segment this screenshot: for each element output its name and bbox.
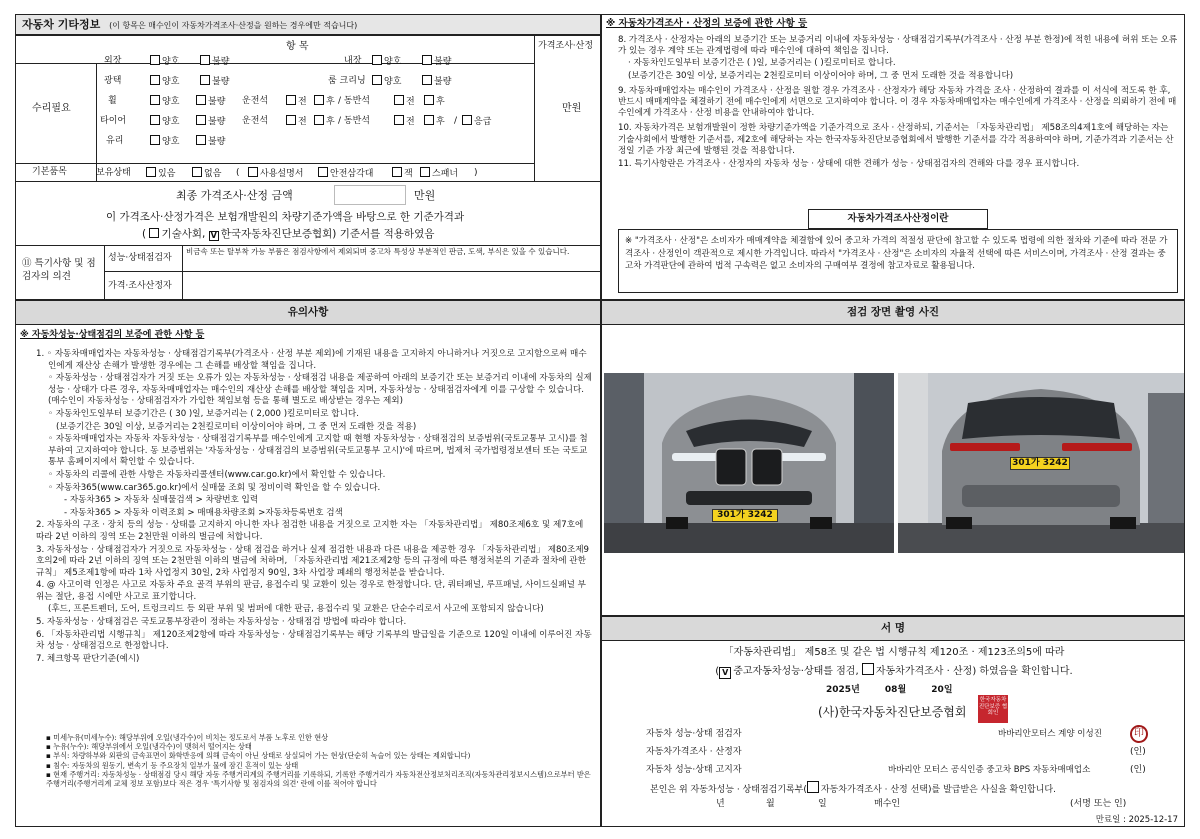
paren-close: ) bbox=[474, 168, 478, 178]
guarantee-item-11: 11. 특기사항란은 가격조사 · 산정자의 자동차 성능 · 상태에 대한 견해가 성능 · 상태점검자의 견해와 다를 경우 표시합니다. bbox=[618, 159, 1080, 170]
sig-month: 08 bbox=[884, 685, 898, 695]
photos-header bbox=[602, 301, 1184, 325]
org-seal bbox=[978, 695, 1008, 723]
checked-checkbox-icon[interactable]: V bbox=[719, 667, 731, 679]
special-notes-label: ⑪ 특기사항 및 점검자의 의견 bbox=[22, 258, 96, 282]
basis-line-1: 이 가격조사·산정가격은 보험개발원의 차량기준가액을 바탕으로 한 기준가격과 bbox=[106, 211, 465, 223]
criteria-3: ▪ 부식: 차량하부와 외판의 금속표면이 화학반응에 의해 금속이 아닌 상태로 상실되어 가는 현상(단순히 녹슬어 있는 상태는 제외합니다) bbox=[46, 751, 471, 761]
final-price-input[interactable] bbox=[334, 185, 406, 205]
interior-good[interactable]: 양호 bbox=[372, 55, 401, 68]
wheel-passenger-rear[interactable]: 후 bbox=[424, 95, 445, 108]
checkbox-icon bbox=[424, 95, 434, 105]
definition-box bbox=[618, 229, 1178, 293]
exterior-label: 외장 bbox=[104, 56, 122, 66]
tire-passenger-label: / 동반석 bbox=[338, 116, 370, 126]
note-3: 3. 자동차성능 · 상태점검자가 거짓으로 자동차성능 · 상태 점검을 하거나 실제 점검한 내용과 다른 내용을 제공한 경우 「자동차관리법」 제80조제9호의2에 따라 2년 이하의 징역 또는 2천만원 이하의 벌금에 처하며, 「자동차관리법 제21조제2항 등의 규정에 따른 행정처분의 기준과 절차에 관한 규칙」 제5조제1항에 따라 1차 사업정지 30일, 2차 사업정지 90일, 3차 사업장 폐쇄의 행정처분을 받습니다. bbox=[36, 544, 590, 578]
checkbox-icon[interactable] bbox=[149, 228, 159, 238]
checkbox-icon bbox=[150, 55, 160, 65]
sig-confirm: 본인은 위 자동차성능 · 상태점검기록부( 자동차가격조사 · 산정 선택)를 발급받은 사실을 확인합니다. bbox=[650, 781, 1056, 796]
sig-line-2: ( V 중고자동차성능·상태를 점검, 자동차가격조사 · 산정) 하였음을 확인합니다. bbox=[602, 663, 1185, 679]
possession-triangle[interactable]: 안전삼각대 bbox=[318, 167, 373, 180]
criteria-1: ▪ 미세누유(미세누수): 해당부위에 오일(냉각수)이 비치는 정도로서 부품 노후로 인한 현상 bbox=[46, 733, 329, 742]
final-price-label: 최종 가격조사·산정 금액 bbox=[176, 189, 293, 202]
final-price-unit: 만원 bbox=[414, 189, 436, 202]
room-bad[interactable]: 불량 bbox=[422, 75, 451, 88]
checkbox-icon bbox=[462, 115, 472, 125]
wheel-passenger-label: / 동반석 bbox=[338, 96, 370, 106]
checked-checkbox-icon[interactable]: V bbox=[210, 231, 217, 240]
checkbox-icon bbox=[196, 95, 206, 105]
notes-header bbox=[16, 301, 600, 325]
sig-row-3-label: 자동차 성능·상태 고지자 bbox=[646, 765, 742, 775]
buyer-year: 년 bbox=[716, 799, 725, 809]
row-possession bbox=[96, 163, 532, 183]
notes-list bbox=[36, 349, 592, 666]
tire-good[interactable]: 양호 bbox=[150, 115, 179, 128]
definition-title: 자동차가격조사산정이란 bbox=[847, 213, 949, 224]
criteria-2: ▪ 누유(누수): 해당부위에서 오일(냉각수)이 맺혀서 떨어지는 상태 bbox=[46, 742, 252, 752]
sig-row-1-label: 자동차 성능·상태 점검자 bbox=[646, 729, 742, 739]
possession-have[interactable]: 있음 bbox=[146, 167, 175, 180]
repair-label: 수리필요 bbox=[32, 103, 71, 114]
guarantee-section bbox=[601, 14, 1185, 300]
signature-header bbox=[602, 617, 1184, 641]
checkbox-icon bbox=[200, 75, 210, 85]
checkbox-icon bbox=[150, 75, 160, 85]
note-6: 6. 「자동차관리법 시행규칙」 제120조제2항에 따라 자동차성능 · 상태점검기록부는 해당 기록부의 발급일을 기준으로 120일 이내에 이루어진 자동차 성능 · 상태점검으로 한정합니다. bbox=[36, 629, 592, 652]
checkbox-icon bbox=[192, 167, 202, 177]
possession-label: 보유상태 bbox=[96, 168, 131, 178]
sig-row-3-suffix: (인) bbox=[1130, 765, 1146, 775]
sig-date: 2025년 08월 20일 bbox=[826, 685, 953, 695]
note-1g: ◦ 자동차365(www.car365.go.kr)에서 실매물 조회 및 정비이력 확인을 할 수 있습니다. bbox=[48, 482, 381, 493]
possession-none[interactable]: 없음 bbox=[192, 167, 221, 180]
inspector-seal: 印 bbox=[1130, 725, 1148, 743]
criteria-5: ▪ 현재 주행거리: 자동차성능 · 상태점검 당시 해당 자동 주행거리계의 주행거리를 기록하되, 기록한 주행거리가 자동차전산정보처리조직(자동차관리정보시스템)으로부터 받은 주행거리(주행거리계 교체 정보 포함)보다 적은 경우 '특기사항 및 점검자의 의견' 란에 이를 적어야 합니다 bbox=[46, 769, 591, 789]
guarantee-item-9: 9. 자동차매매업자는 매수인이 가격조사 · 산정을 원할 경우 가격조사 · 산정자가 해당 자동차 가격을 조사 · 산정하여 결과를 이 서식에 적도록 한 후, 반드시 매매계약을 체결하기 전에 매수인에게 서면으로 고지하여야 합니다. 이 경우 자동차매매업자는 매수인에게 가격조사 · 산정을 의뢰하기 전에 매수인에게 가격조사 · 산정 비용을 안내하여야 합니다. bbox=[618, 85, 1177, 119]
etc-info-title: 자동차 기타정보 bbox=[22, 18, 101, 31]
note-1e: ◦ 자동차매매업자는 자동차 자동차성능 · 상태점검기록부를 매수인에게 고지할 때 현행 자동차성능 · 상태점검의 보증범위(국토교통부 고시)를 첨부하여 고지하여야 합니다. 동 보증범위는 '자동차성능 · 상태점검의 보증범위(국토교통부 고시)'에 따르며, 법제처 국가법령정보센터 또는 국토교통부 홈페이지에서 확인할 수 있습니다. bbox=[48, 434, 588, 468]
guarantee-title: ※ 자동차가격조사 · 산정의 보증에 관한 사항 등 bbox=[606, 18, 808, 29]
checkbox-icon bbox=[150, 115, 160, 125]
glass-label: 유리 bbox=[106, 136, 124, 146]
tire-bad[interactable]: 불량 bbox=[196, 115, 225, 128]
rear-car-photo bbox=[898, 373, 1184, 553]
org-seal-text: 한국자동차 진단보증 협회인 bbox=[978, 697, 1008, 716]
buyer-month: 월 bbox=[766, 799, 775, 809]
note-1f: ◦ 자동차의 리콜에 관한 사항은 자동차리콜센터(www.car.go.kr)에서 확인할 수 있습니다. bbox=[48, 469, 386, 480]
tire-emergency[interactable]: 응급 bbox=[462, 115, 491, 128]
gloss-good[interactable]: 양호 bbox=[150, 75, 179, 88]
room-good[interactable]: 양호 bbox=[372, 75, 401, 88]
checkbox-icon bbox=[150, 135, 160, 145]
guarantee-item-8: 8. 가격조사 · 산정자는 아래의 보증기간 또는 보증거리 이내에 자동차성능 · 상태점검기록부(가격조사 · 산정 부분 한정)에 적힌 내용에 허위 또는 오류가 있는 경우 계약 또는 관계법령에 따라 매수인에 대하여 책임을 집니다. bbox=[618, 35, 1178, 57]
wheel-good[interactable]: 양호 bbox=[150, 95, 179, 108]
checkbox-icon bbox=[286, 115, 296, 125]
tire-label: 타이어 bbox=[100, 116, 127, 126]
price-inspector-label: 가격·조사산정자 bbox=[108, 281, 172, 291]
guarantee-item-8-period: · 자동차인도일부터 보증기간은 ( )일, 보증거리는 ( )킬로미터로 합니다. bbox=[628, 58, 896, 69]
glass-bad[interactable]: 불량 bbox=[196, 135, 225, 148]
note-1: 1. ◦ 자동차매매업자는 자동차성능 · 상태점검기록부(가격조사 · 산정 부분 제외)에 기재된 내용을 고지하지 아니하거나 거짓으로 고지함으로써 매수인에게 재산상 손해가 발생한 경우에는 그 손해를 배상할 책임을 집니다. bbox=[36, 349, 587, 371]
sig-day: 20 bbox=[931, 685, 944, 695]
tire-slash: / bbox=[454, 116, 458, 126]
sig-year: 2025 bbox=[826, 685, 852, 695]
guarantee-item-10: 10. 자동차가격은 보험개발원이 정한 차량기준가액을 기준가격으로 조사 · 산정하되, 기준서는 「자동차관리법」 제58조의4제1호에 해당하는 자는 기술사회에서 발행한 기준서를, 제2호에 해당하는 자는 한국자동차진단보증협회에서 발행한 기준서를 각각 적용하여야 하며, 기준가격과 기준서는 산정일 기준 가장 최근에 발행된 것을 적용합니다. bbox=[618, 123, 1174, 156]
row-wheel bbox=[98, 91, 534, 111]
checkbox-icon bbox=[314, 95, 324, 105]
checkbox-icon bbox=[318, 167, 328, 177]
sig-row-3-value: 바바리안 모터스 공식인증 중고차 BPS 자동차매매업소 bbox=[888, 765, 1091, 775]
guarantee-item-8-note: (보증기간은 30일 이상, 보증거리는 2천킬로미터 이상이어야 하며, 그 중 먼저 도래한 것을 적용합니다) bbox=[628, 70, 1014, 81]
tire-front[interactable]: 전 bbox=[286, 115, 307, 128]
tire-driver-label: 운전석 bbox=[242, 116, 269, 126]
price-unit: 만원 bbox=[562, 103, 582, 114]
wheel-driver-label: 운전석 bbox=[242, 96, 269, 106]
sig-row-2-suffix: (인) bbox=[1130, 747, 1146, 757]
checkbox-icon bbox=[372, 55, 382, 65]
sig-row-2-label: 자동차가격조사 · 산정자 bbox=[646, 747, 742, 757]
checkbox-icon bbox=[394, 95, 404, 105]
checkbox-icon bbox=[196, 115, 206, 125]
tire-passenger-rear[interactable]: 후 bbox=[424, 115, 445, 128]
exterior-bad[interactable]: 불량 bbox=[200, 55, 229, 68]
sig-row-2 bbox=[602, 745, 1185, 761]
sig-org: (사)한국자동차진단보증협회 bbox=[818, 705, 967, 719]
checkbox-icon bbox=[314, 115, 324, 125]
exterior-good[interactable]: 양호 bbox=[150, 55, 179, 68]
wheel-front[interactable]: 전 bbox=[286, 95, 307, 108]
checkbox-icon bbox=[286, 95, 296, 105]
interior-label: 내장 bbox=[344, 56, 362, 66]
sig-line-1: 「자동차관리법」 제58조 및 같은 법 시행규칙 제120조 · 제123조의5에 따라 bbox=[723, 647, 1065, 658]
note-4: 4. @ 사고이력 인정은 사고로 자동차 주요 골격 부위의 판금, 용접수리 및 교환이 있는 경우로 한정합니다. 단, 쿼터패널, 루프패널, 사이드실패널 부위는 절단, 용접 시에만 사고로 표기합니다. bbox=[36, 580, 586, 602]
checkbox-icon bbox=[420, 167, 430, 177]
note-4b: (후드, 프론트펜더, 도어, 트렁크리드 등 외판 부위 및 범퍼에 대한 판금, 용접수리 및 교환은 단순수리로서 사고에 포함되지 않습니다) bbox=[48, 604, 544, 615]
item-header: 항 목 bbox=[286, 41, 309, 52]
perf-inspector-text: 비금속 또는 탈부착 가능 부품은 점검사항에서 제외되며 중고차 특성상 부분적인 판금, 도색, 부식은 있을 수 있습니다. bbox=[186, 247, 570, 256]
price-header: 가격조사·산정 bbox=[538, 41, 594, 51]
final-price-row bbox=[16, 187, 601, 207]
row-tire bbox=[98, 111, 534, 131]
note-5: 5. 자동차성능 · 상태점검은 국토교통부장관이 정하는 자동차성능 · 상태점검 방법에 따라야 합니다. bbox=[36, 617, 407, 628]
basis-opt-2: 한국자동차진단보증협회 bbox=[220, 228, 333, 240]
note-7: 7. 체크항목 판단기준(예시) bbox=[36, 653, 140, 664]
etc-info-subtitle: (이 항목은 매수인이 자동차가격조사·산정을 원하는 경우에만 적습니다) bbox=[109, 21, 358, 30]
buyer-day: 일 bbox=[818, 799, 827, 809]
note-1b: ◦ 자동차성능 · 상태점검자가 거짓 또는 오류가 있는 자동차성능 · 상태점검 내용을 제공하여 아래의 보증기간 또는 보증거리 이내에 자동차의 실제 성능 · 상태가 다른 경우, 자동차매매업자는 매수인의 재산상 손해를 배상할 책임을 지며, 자동차성능 · 상태점검자에게 이를 구상할 수 있습니다.(매수인이 자동차성능 · 상태점검자가 가입한 책임보험 등을 통해 별도로 배상받는 경우는 제외) bbox=[48, 373, 592, 407]
front-car-photo bbox=[604, 373, 894, 553]
possession-manual[interactable]: 사용설명서 bbox=[248, 167, 303, 180]
notes-title: 유의사항 bbox=[287, 306, 329, 318]
possession-jack[interactable]: 잭 bbox=[392, 167, 413, 180]
perf-inspector-label: 성능·상태점검자 bbox=[108, 253, 172, 263]
note-1h: - 자동차365 > 자동차 실매물검색 > 차량번호 입력 bbox=[64, 495, 259, 506]
paren-open: ( bbox=[236, 168, 240, 178]
gloss-label: 광택 bbox=[104, 76, 122, 86]
wheel-bad[interactable]: 불량 bbox=[196, 95, 225, 108]
tire-passenger-front[interactable]: 전 bbox=[394, 115, 415, 128]
interior-bad[interactable]: 불량 bbox=[422, 55, 451, 68]
note-2: 2. 자동차의 구조 · 장치 등의 성능 · 상태를 고지하지 아니한 자나 점검한 내용을 거짓으로 고지한 자는 「자동차관리법」 제80조제6호 및 제7호에 따라 2년 이하의 징역 또는 2천만원 이하의 벌금에 처합니다. bbox=[36, 520, 584, 542]
checkbox-icon bbox=[394, 115, 404, 125]
wheel-passenger-front[interactable]: 전 bbox=[394, 95, 415, 108]
guarantee-items bbox=[618, 35, 1178, 171]
possession-spanner[interactable]: 스패너 bbox=[420, 167, 458, 180]
rear-plate: 301가 3242 bbox=[1010, 457, 1070, 470]
wheel-label: 휠 bbox=[108, 96, 117, 106]
checkbox-icon bbox=[422, 75, 432, 85]
glass-good[interactable]: 양호 bbox=[150, 135, 179, 148]
checkbox-icon bbox=[424, 115, 434, 125]
etc-info-section bbox=[15, 14, 601, 300]
checkbox-icon bbox=[422, 55, 432, 65]
checkbox-icon bbox=[392, 167, 402, 177]
notes-subtitle: ※ 자동차성능·상태점검의 보증에 관한 사항 등 bbox=[20, 330, 205, 340]
row-gloss bbox=[98, 71, 534, 91]
expiry-date: 만료일 : 2025-12-17 bbox=[1095, 815, 1178, 825]
photos-title: 점검 장면 촬영 사진 bbox=[846, 306, 940, 318]
checkbox-icon[interactable] bbox=[807, 781, 819, 793]
definition-text: ※ "가격조사 · 산정"은 소비자가 매매계약을 체결함에 있어 중고차 가격의 적절성 판단에 참고할 수 있도록 법령에 의한 절차와 기준에 따라 전문 가격조사 · 산정인이 객관적으로 제시한 가격입니다. 따라서 "가격조사 · 산정"은 소비자의 자율적 선택에 따른 서비스이며, 가격조사 · 산정 결과는 중고차 가격판단에 관하여 법적 구속력은 없고 소비자의 구매여부 결정에 참고자료로 활용됩니다. bbox=[625, 236, 1168, 271]
checkbox-icon[interactable] bbox=[862, 663, 874, 675]
definition-title-box bbox=[808, 209, 988, 229]
buyer-row bbox=[602, 799, 1185, 813]
notes-section bbox=[15, 300, 601, 827]
sig-row-1-value: 바바리안모터스 계양 이성진 bbox=[998, 729, 1102, 739]
sig-row-3 bbox=[602, 763, 1185, 779]
buyer-label: 매수인 bbox=[874, 799, 901, 809]
row-exterior bbox=[98, 51, 534, 71]
front-plate: 301가 3242 bbox=[712, 509, 778, 522]
tire-rear[interactable]: 후 bbox=[314, 115, 335, 128]
basic-items-label: 기본품목 bbox=[32, 167, 67, 177]
note-1c: ◦ 자동차인도일부터 보증기간은 ( 30 )일, 보증거리는 ( 2,000 )킬로미터로 합니다. bbox=[48, 408, 359, 419]
basis-line-2: ( 기술사회, V 한국자동차진단보증협회) 기준서를 적용하였음 bbox=[142, 228, 435, 240]
room-cleaning-label: 룸 크리닝 bbox=[328, 76, 366, 86]
signature-title: 서 명 bbox=[881, 622, 905, 634]
checkbox-icon bbox=[146, 167, 156, 177]
front-car-image-icon bbox=[604, 373, 894, 553]
photos-section bbox=[601, 300, 1185, 616]
checkbox-icon bbox=[196, 135, 206, 145]
note-1i: - 자동차365 > 자동차 이력조회 > 매매용차량조회 >자동차등록번호 검색 bbox=[64, 507, 343, 518]
note-1d: (보증기간은 30일 이상, 보증거리는 2천킬로미터 이상이어야 하며, 그 중 먼저 도래한 것을 적용) bbox=[56, 421, 417, 432]
checkbox-icon bbox=[372, 75, 382, 85]
criteria-list bbox=[46, 733, 594, 788]
checkbox-icon bbox=[248, 167, 258, 177]
checkbox-icon bbox=[150, 95, 160, 105]
signature-section bbox=[601, 616, 1185, 827]
basis-opt-1: 기술사회, bbox=[161, 228, 206, 240]
criteria-4: ▪ 침수: 자동차의 원동기, 변속기 등 주요장치 일부가 물에 잠긴 흔적이 있는 상태 bbox=[46, 760, 299, 770]
gloss-bad[interactable]: 불량 bbox=[200, 75, 229, 88]
row-glass bbox=[98, 131, 534, 151]
etc-info-title-bar bbox=[16, 15, 600, 35]
buyer-sign: (서명 또는 인) bbox=[1070, 799, 1127, 809]
wheel-rear[interactable]: 후 bbox=[314, 95, 335, 108]
sig-row-1 bbox=[602, 727, 1185, 743]
checkbox-icon bbox=[200, 55, 210, 65]
